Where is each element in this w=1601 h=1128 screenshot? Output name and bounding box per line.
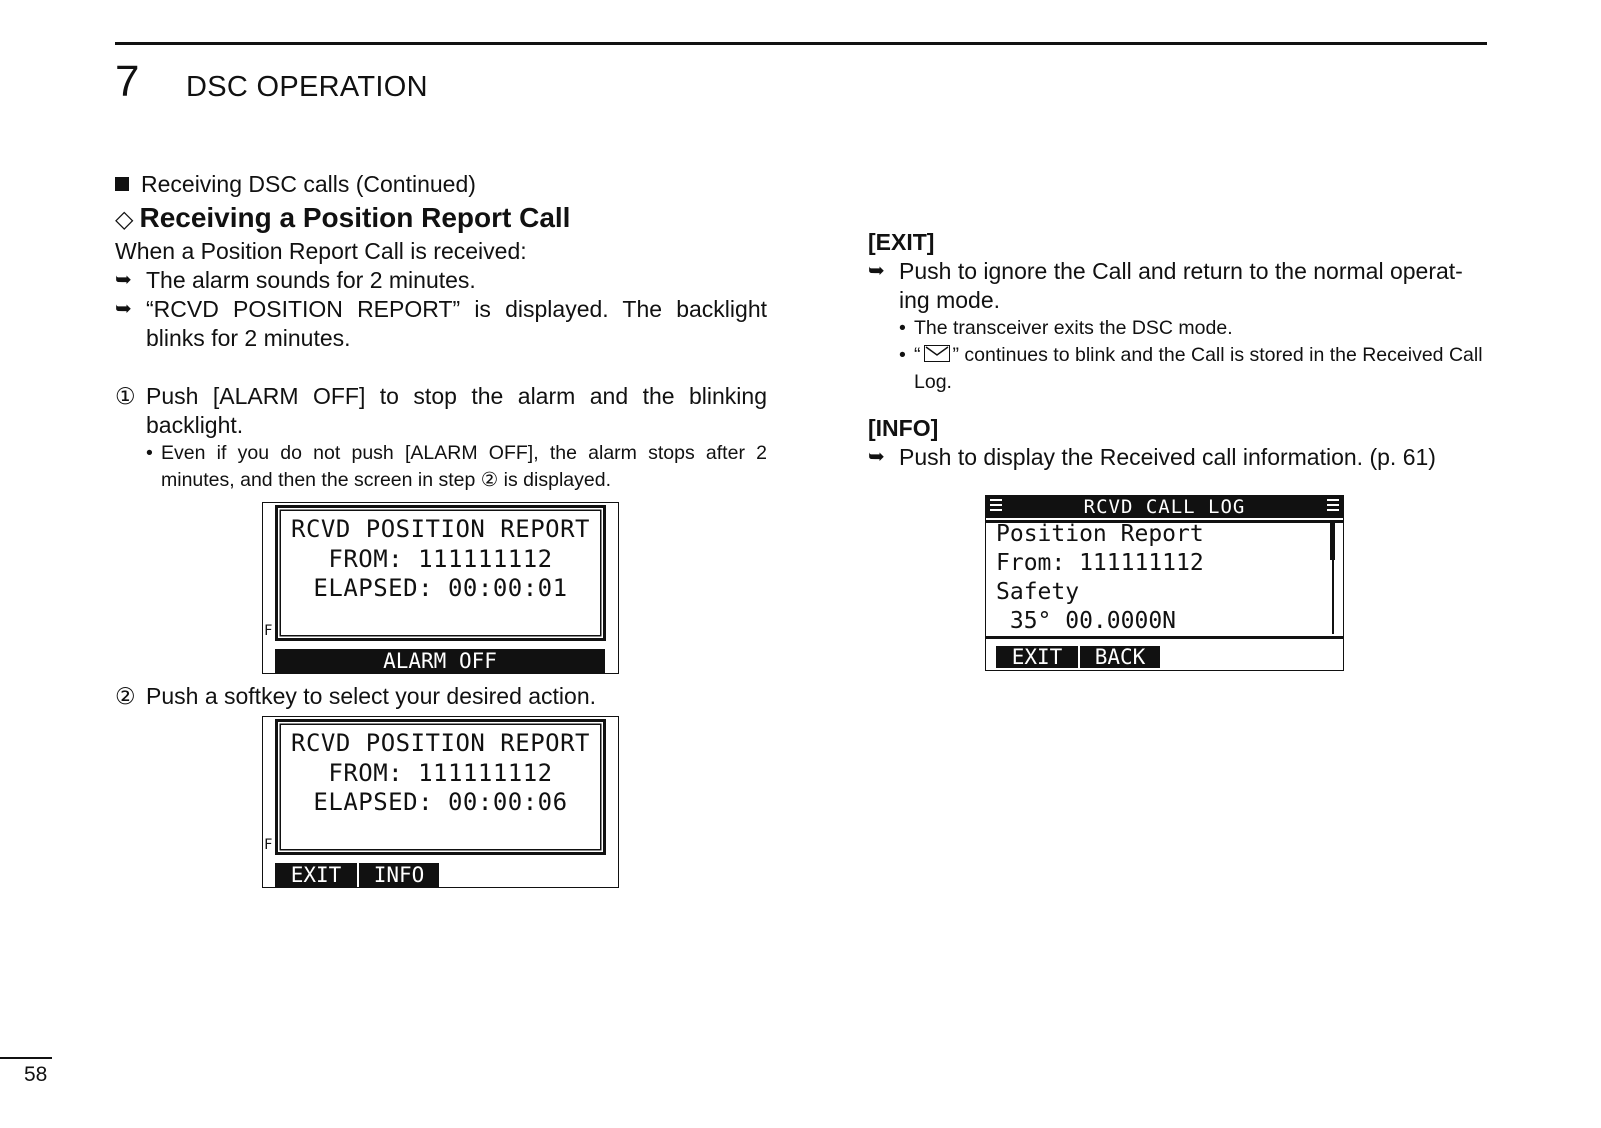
lcd-line: RCVD POSITION REPORT (291, 729, 590, 757)
arrow-bullet: ➥ “RCVD POSITION REPORT” is displayed. The backlight blinks for 2 minutes. (115, 296, 767, 351)
footer-rule (0, 1057, 52, 1059)
arrow-icon: ➥ (115, 298, 132, 320)
step-1: ① Push [ALARM OFF] to stop the alarm and the blinking backlight. (115, 383, 767, 438)
screen-rcvd-position-report-2: RCVD POSITION REPORT FROM: 111111112 ELAPSED: 00:00:06 F EXIT INFO (262, 716, 619, 888)
square-bullet-icon (115, 177, 129, 191)
softkey-bar (996, 646, 1236, 668)
lcd-line: FROM: 111111112 (328, 759, 553, 787)
scrollbar[interactable] (1330, 522, 1335, 560)
back-softkey[interactable]: BACK (1080, 646, 1162, 668)
screen-rcvd-position-report-1: RCVD POSITION REPORT FROM: 111111112 ELAPSED: 00:00:01 F ALARM OFF (262, 502, 619, 674)
envelope-icon (924, 345, 950, 362)
exit-softkey[interactable]: EXIT (275, 863, 359, 887)
lcd-line: ELAPSED: 00:00:06 (313, 788, 568, 816)
log-line: Position Report (996, 521, 1204, 547)
arrow-bullet: ➥ The alarm sounds for 2 minutes. (115, 267, 476, 293)
info-label: [INFO] (868, 415, 939, 441)
screen-rcvd-call-log (985, 495, 1344, 671)
section-heading: Receiving DSC calls (Continued) (115, 170, 767, 199)
left-column (115, 170, 767, 494)
exit-description: ➥ Push to ignore the Call and return to the normal operat-ing mode. (868, 258, 1463, 313)
right-column (868, 228, 1490, 472)
step-1-note: • Even if you do not push [ALARM OFF], the alarm stops after 2 minutes, and then the screen in step ② is displayed. (146, 442, 767, 491)
softkey-bar (275, 863, 605, 887)
chapter-number: 7 (115, 57, 140, 106)
intro-text: When a Position Report Call is received: (115, 238, 527, 264)
info-description: ➥ Push to display the Received call information. (p. 61) (868, 444, 1436, 470)
alarm-off-softkey[interactable]: ALARM OFF (275, 649, 605, 673)
subheading: ◇ Receiving a Position Report Call (115, 202, 571, 233)
lcd-line: FROM: 111111112 (328, 545, 553, 573)
diamond-icon: ◇ (115, 206, 134, 233)
arrow-icon: ➥ (868, 446, 885, 468)
chapter-title: DSC OPERATION (186, 71, 428, 103)
info-softkey[interactable]: INFO (359, 863, 441, 887)
step-2: ② Push a softkey to select your desired action. (115, 683, 597, 709)
exit-note-1: • The transceiver exits the DSC mode. (899, 317, 1233, 339)
top-rule (115, 42, 1487, 45)
exit-note-2: • “ ” continues to blink and the Call is stored in the Received Call Log. (899, 344, 1483, 393)
lcd-line: ELAPSED: 00:00:01 (313, 574, 568, 602)
arrow-icon: ➥ (868, 260, 885, 282)
exit-softkey[interactable]: EXIT (996, 646, 1080, 668)
menu-icon (990, 499, 1002, 513)
log-title: RCVD CALL LOG (986, 496, 1343, 518)
log-line: Safety (996, 579, 1080, 605)
menu-icon (1327, 499, 1339, 513)
page-number: 58 (24, 1063, 48, 1086)
log-line: From: 111111112 (996, 550, 1204, 576)
log-line: 35° 00.0000N (996, 608, 1177, 634)
arrow-icon: ➥ (115, 269, 132, 291)
exit-label: [EXIT] (868, 229, 935, 255)
lcd-line: RCVD POSITION REPORT (291, 515, 590, 543)
